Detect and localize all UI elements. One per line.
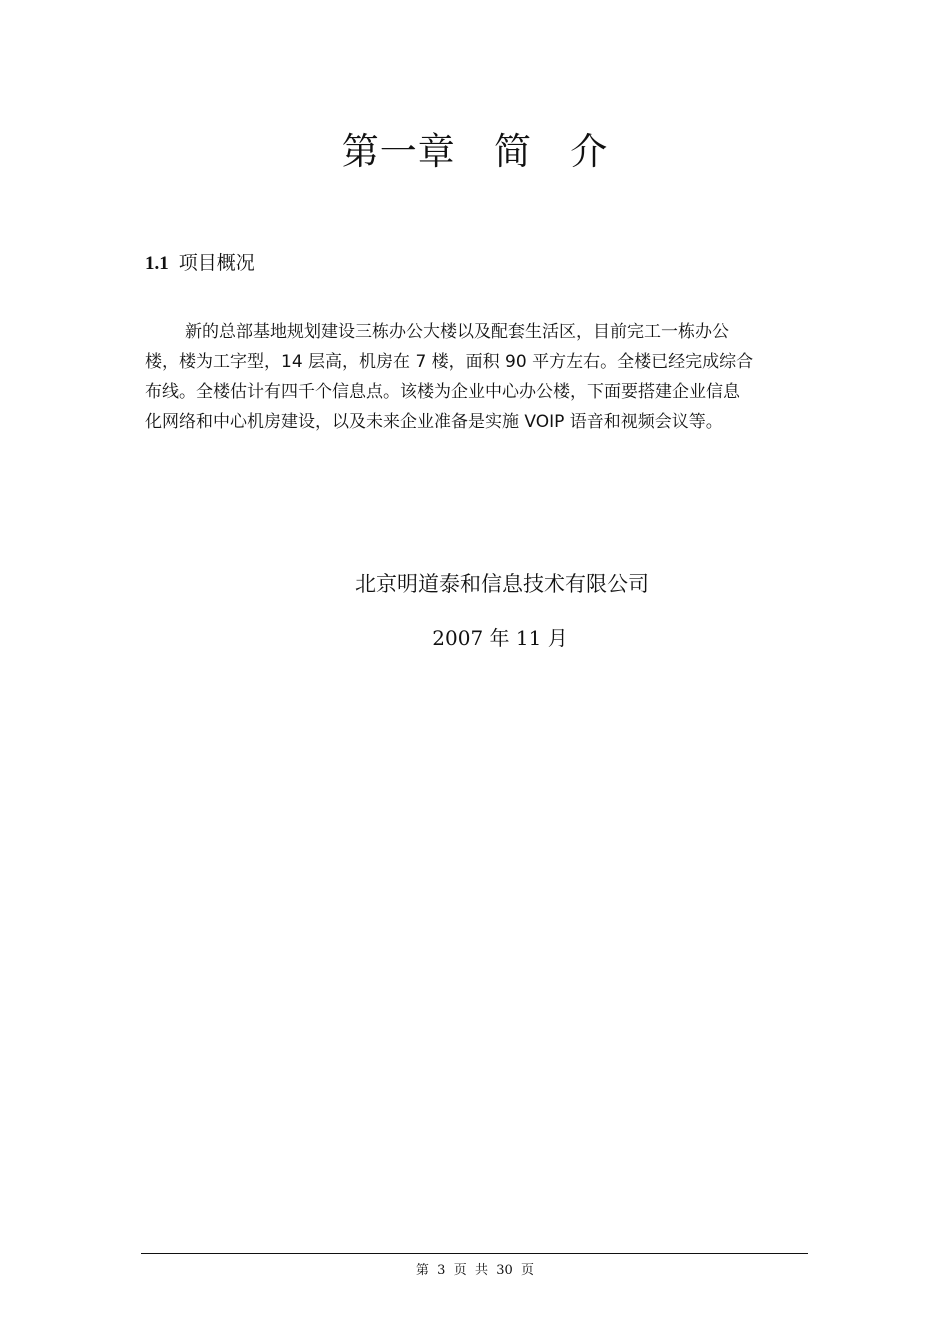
paragraph-line: 布线。全楼估计有四千个信息点。该楼为企业中心办公楼，下面要搭建企业信息 [145,382,740,402]
project-overview-paragraph [145,317,808,437]
paragraph-line: 楼，楼为工字型，14 层高，机房在 7 楼，面积 90 平方左右。全楼已经完成综合 [145,352,754,372]
section-title: 项目概况 [178,252,255,274]
company-name: 北京明道泰和信息技术有限公司 [355,572,649,596]
footer-page-number: 第 3 页 共 30 页 [415,1263,535,1278]
section-heading [145,249,255,278]
chapter-title: 第一章 简 介 [341,130,609,173]
document-date: 2007 年 11 月 [432,626,568,650]
footer-divider [141,1253,808,1254]
paragraph-line: 化网络和中心机房建设，以及未来企业准备是实施 VOIP 语音和视频会议等。 [145,412,723,432]
paragraph-line: 新的总部基地规划建设三栋办公大楼以及配套生活区，目前完工一栋办公 [185,322,729,342]
section-number: 1.1 [145,253,169,274]
